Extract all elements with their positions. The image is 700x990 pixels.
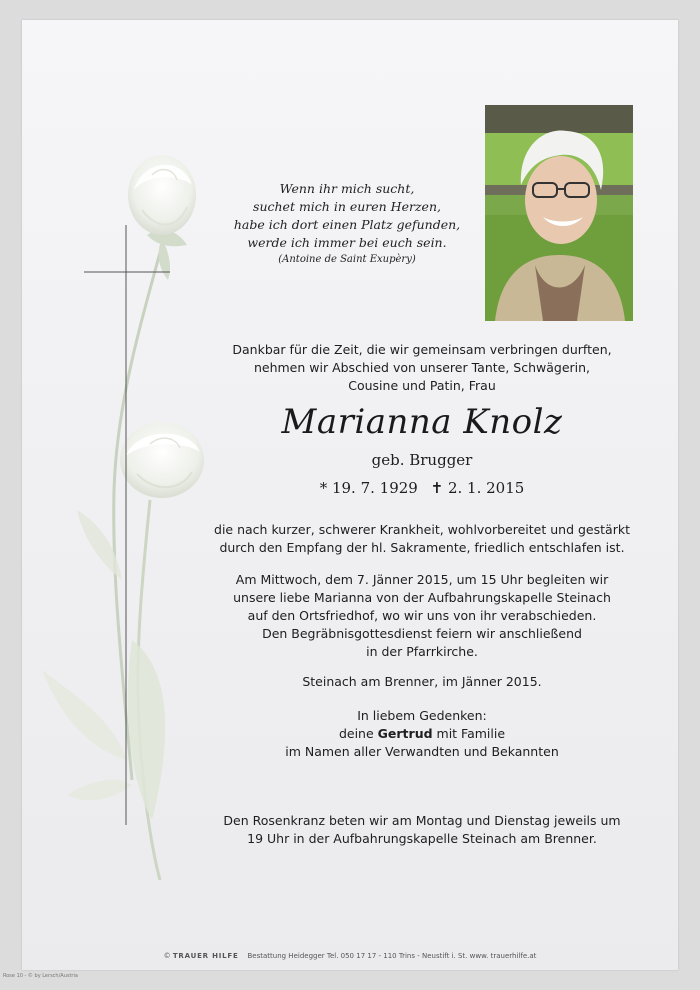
death-date: ✝ 2. 1. 2015 — [430, 479, 525, 497]
quote-line: habe ich dort einen Platz gefunden, — [233, 217, 461, 232]
life-dates — [212, 479, 632, 497]
text-line: nehmen wir Abschied von unserer Tante, Schwägerin, — [253, 360, 591, 375]
quote-line: suchet mich in euren Herzen, — [253, 199, 441, 214]
text-line: Cousine und Patin, Frau — [348, 378, 496, 393]
trauerhilfe-logo: TRAUER HILFE — [172, 952, 239, 960]
text-line: durch den Empfang der hl. Sakramente, friedlich entschlafen ist. — [219, 540, 625, 555]
quote-block — [212, 180, 482, 268]
text-line: auf den Ortsfriedhof, wo wir uns von ihr verabschieden. — [247, 608, 597, 623]
quote-line: werde ich immer bei euch sein. — [247, 235, 447, 250]
funeral-paragraph — [212, 571, 632, 661]
text-line: Den Begräbnisgottesdienst feiern wir anschließend — [262, 626, 582, 641]
rosary-paragraph — [212, 812, 632, 848]
text-line: unsere liebe Marianna von der Aufbahrungskapelle Steinach — [233, 590, 611, 605]
mourner-line — [212, 725, 632, 743]
text-line: Den Rosenkranz beten wir am Montag und Dienstag jeweils um — [223, 813, 621, 828]
birth-name: geb. Brugger — [371, 451, 473, 469]
illness-paragraph — [212, 521, 632, 557]
deceased-name: Marianna Knolz — [281, 402, 563, 442]
text-line: 19 Uhr in der Aufbahrungskapelle Steinach am Brenner. — [247, 831, 597, 846]
mourner-name: Gertrud — [377, 726, 433, 741]
birth-date: * 19. 7. 1929 — [319, 479, 418, 497]
text-line: in der Pfarrkirche. — [366, 644, 478, 659]
obituary-card — [22, 20, 678, 970]
quote-line: Wenn ihr mich sucht, — [279, 181, 415, 196]
deceased-portrait — [485, 105, 633, 321]
text-line: im Namen aller Verwandten und Bekannten — [285, 744, 559, 759]
footer-contact: Bestattung Heidegger Tel. 050 17 17 - 110 Trins - Neustift i. St. www. trauerhilfe.at — [247, 952, 537, 960]
text-line: Am Mittwoch, dem 7. Jänner 2015, um 15 Uhr begleiten wir — [235, 572, 609, 587]
mourner-suffix: mit Familie — [436, 726, 506, 741]
place-date: Steinach am Brenner, im Jänner 2015. — [302, 674, 542, 689]
footer — [22, 952, 678, 960]
memory-paragraph — [212, 707, 632, 761]
mourner-prefix: deine — [338, 726, 374, 741]
text-line: In liebem Gedenken: — [357, 708, 487, 723]
text-line: Dankbar für die Zeit, die wir gemeinsam verbringen durften, — [232, 342, 612, 357]
text-line: die nach kurzer, schwerer Krankheit, wohlvorbereitet und gestärkt — [214, 522, 630, 537]
quote-author: (Antoine de Saint Exupèry) — [278, 254, 416, 265]
intro-text — [212, 341, 632, 395]
image-credit: Rose 10 - © by Lersch/Austria — [3, 973, 78, 979]
copyright-symbol: © — [163, 952, 171, 960]
